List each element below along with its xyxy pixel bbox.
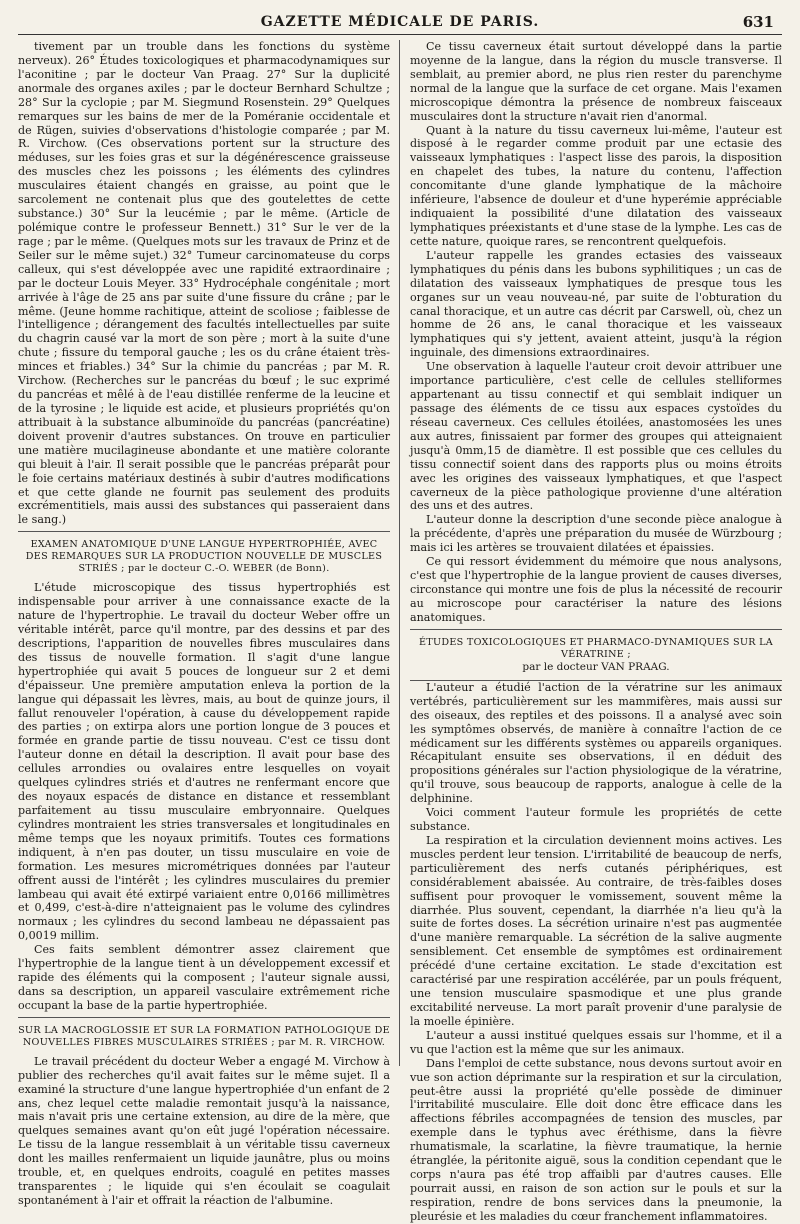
article-paragraph: La respiration et la circulation deviennent moins actives. Les muscles perdent leur tension. L'irritabilité de beaucoup de nerfs, particulièrement des nerfs cutanés périphériques, est considérablement abaissée. Au contraire, de très-faibles doses suffisent pour provoquer le vomissement, souvent même la diarrhée. Plus souvent, cependant, la diarrhée n'a lieu qu'à la suite de fortes doses. La sécrétion urinaire n'est pas augmentée d'une manière remarquable. La sécrétion de la salive augmente sensiblement. Cet ensemble de symptômes est ordinairement précédé d'une certaine excitation. Le stade d'excitation est caractérisé par une respiration accélérée, par un pouls fréquent, une tension musculaire spasmodique et une plus grande excitabilité nerveuse. La mort paraît provenir d'une paralysie de la moelle épinière. (410, 833, 782, 1028)
section-separator (410, 629, 782, 630)
article-paragraph: Une observation à laquelle l'auteur croit devoir attribuer une importance particulière, c'est celle de cellules stelliformes appartenant au tissu connectif et qui semblait indiquer un passage des éléments de ce tissu aux espaces cystoïdes du réseau caverneux. Ces cellules étoilées, anastomosées les unes aux autres, finissaient par former des groupes qui atteignaient jusqu'à 0mm,15 de diamètre. Il est possible que ces cellules du tissu connectif soient dans des rapports plus ou moins étroits avec les origines des vaisseaux lymphatiques, et que l'aspect caverneux de la pièce pathologique provienne d'une altération des uns et des autres. (410, 360, 782, 513)
section-heading: SUR LA MACROGLOSSIE ET SUR LA FORMATION PATHOLOGIQUE DE NOUVELLES FIBRES MUSCULAIRES STRIÉES ; par M. R. VIRCHOW. (18, 1024, 390, 1048)
section-separator (18, 531, 390, 532)
page-header (0, 0, 800, 36)
page-number: 631 (742, 13, 774, 31)
left-column (18, 40, 390, 1207)
article-paragraph: L'auteur donne la description d'une seconde pièce analogue à la précédente, d'après une préparation du musée de Würzbourg ; mais ici les artères se trouvaient dilatées et épaissies. (410, 513, 782, 555)
section-heading-author: par le docteur VAN PRAAG. (522, 660, 670, 673)
article-paragraph: Quant à la nature du tissu caverneux lui-même, l'auteur est disposé à le regarder comme produit par une ectasie des vaisseaux lymphatiques : l'aspect lisse des parois, la disposition en chapelet des tubes, la nature du contenu, l'affection concomitante d'une glande lymphatique de la mâchoire inférieure, l'absence de douleur et d'une hyperémie appréciable indiquaient la possibilité d'une dilatation des vaisseaux lymphatiques préexistants et d'une stase de la lymphe. Les cas de cette nature, quoique rares, se rencontrent quelquefois. (410, 123, 782, 248)
article-paragraph: Le travail précédent du docteur Weber a engagé M. Virchow à publier des recherches qu'il avait faites sur le même sujet. Il a examiné la structure d'une langue hypertrophiée d'un enfant de 2 ans, chez lequel cette maladie remontait jusqu'à la naissance, mais n'avait pris une certaine extension, au dire de la mère, que quelques semaines avant qu'on eût jugé l'opération nécessaire. Le tissu de la langue ressemblait à un véritable tissu caverneux dont les mailles renfermaient un liquide jaunâtre, plus ou moins trouble, et, en quelques endroits, coagulé en petites masses transparentes ; le liquide qui s'en écoulait se coagulait spontanément à l'air et offrait la réaction de l'albumine. (18, 1054, 390, 1207)
header-rule (18, 34, 782, 35)
article-paragraph: Dans l'emploi de cette substance, nous devons surtout avoir en vue son action déprimante sur la respiration et sur la circulation, peut-être aussi la propriété qu'elle possède de diminuer l'irritabilité musculaire. Elle doit donc être efficace dans les affections fébriles accompagnées de tension des muscles, par exemple dans le typhus avec éréthisme, dans la fièvre rhumatismale, la scarlatine, la fièvre traumatique, la hernie étranglée, la péritonite aiguë, sous la condition cependant que le corps n'aura pas été trop affaibli par d'autres causes. Elle pourrait aussi, en raison de son action sur le pouls et sur la respiration, rendre de bons services dans la pneumonie, la pleurésie et les maladies du cœur franchement inflammatoires. (410, 1056, 782, 1223)
article-paragraph: L'auteur rappelle les grandes ectasies des vaisseaux lymphatiques du pénis dans les bubons syphilitiques ; un cas de dilatation des vaisseaux lymphatiques de presque tous les organes sur un veau nouveau-né, par suite de l'obturation du canal thoracique, et un autre cas décrit par Carswell, où, chez un homme de 26 ans, le canal thoracique et les vaisseaux lymphatiques qui s'y jettent, avaient atteint, jusqu'à la région inguinale, des dimensions extraordinaires. (410, 248, 782, 360)
article-paragraph: L'étude microscopique des tissus hypertrophiés est indispensable pour arriver à une connaissance exacte de la nature de l'hypertrophie. Le travail du docteur Weber offre un véritable intérêt, parce qu'il montre, par des dessins et par des descriptions, l'apparition de nouvelles fibres musculaires dans des tissus de nouvelle formation. Il s'agit d'une langue hypertrophiée qui avait 5 pouces de longueur sur 2 et demi d'épaisseur. Une première amputation enleva la portion de la langue qui dépassait les lèvres, mais, au bout de quinze jours, il fallut renouveler l'opération, à cause du développement rapide des parties ; on extirpa alors une portion longue de 3 pouces et formée en grande partie de tissu nouveau. C'est ce tissu dont l'auteur donne en détail la description. Il avait pour base des cellules arrondies ou ovalaires entre lesquelles on voyait quelques cylindres striés et d'autres ne renfermant encore que des noyaux espacés de distance en distance et ressemblant parfaitement au tissu musculaire embryonnaire. Quelques cylindres montraient les stries transversales et longitudinales en même temps que les noyaux primitifs. Toutes ces formations indiquent, à n'en pas douter, un tissu musculaire en voie de formation. Les mesures micrométriques données par l'auteur offrent aussi de l'intérêt ; les cylindres musculaires du premier lambeau qui avait été extirpé variaient entre 0,0166 millimètres et 0,499, c'est-à-dire n'atteignaient pas le volume des cylindres normaux ; les cylindres du second lambeau ne dépassaient pas 0,0019 millim. (18, 581, 390, 943)
article-paragraph: L'auteur a étudié l'action de la vératrine sur les animaux vertébrés, particulièrement sur les mammifères, mais aussi sur des oiseaux, des reptiles et des poissons. Il a analysé avec soin les symptômes observés, de manière à connaître l'action de ce médicament sur les différents systèmes ou appareils organiques. Récapitulant ensuite ses observations, il en déduit des propositions générales sur l'action physiologique de la vératrine, qu'il trouve, sous beaucoup de rapports, analogue à celle de la delphinine. (410, 680, 782, 806)
article-paragraph: tivement par un trouble dans les fonctions du système nerveux). 26° Études toxicologiques et pharmacodynamiques sur l'aconitine ; par le docteur Van Praag. 27° Sur la duplicité anormale des organes axiles ; par le docteur Bernhard Schultze ; 28° Sur la cyclopie ; par M. Siegmund Rosenstein. 29° Quelques remarques sur les bains de mer de la Poméranie occidentale et de Rügen, suivies d'observations d'histologie comparée ; par M. R. Virchow. (Ces observations portent sur la structure des méduses, sur les foies gras et sur la dégénérescence graisseuse des muscles chez les poissons ; les éléments des cylindres musculaires étaient changés en graisse, au point que le sarcolement ne contenait plus que des goutelettes de cette substance.) 30° Sur la leucémie ; par le même. (Article de polémique contre le professeur Bennett.) 31° Sur le ver de la rage ; par le même. (Quelques mots sur les travaux de Prinz et de Seiler sur le même sujet.) 32° Tumeur carcinomateuse du corps calleux, qui s'est développée avec une rapidité extraordinaire ; par le docteur Louis Meyer. 33° Hydrocéphale congénitale ; mort arrivée à l'âge de 25 ans par suite d'une fissure du crâne ; par le même. (Jeune homme rachitique, atteint de scoliose ; faiblesse de l'intelligence ; dérangement des facultés intellectuelles par suite du chagrin causé var la mort de son père ; mort à la suite d'une chute ; fissure du temporal gauche ; les os du crâne étaient très-minces et friables.) 34° Sur la chimie du pancréas ; par M. R. Virchow. (Recherches sur le pancréas du bœuf ; le suc exprimé du pancréas et mêlé à de l'eau distillée renferme de la leucine et de la tyrosine ; le liquide est acide, et plusieurs propriétés qu'on attribuait à la substance albuminoïde du pancréas (pancréatine) doivent provenir d'autres substances. On trouve en particulier une matière mucilagineuse abondante et une matière colorante qui bleuit à l'air. Il serait possible que le pancréas préparât pour le foie certains matériaux destinés à subir d'autres modifications et que cette glande ne fournit pas seulement des produits excrémentitiels, mais aussi des substances qui passeraient dans le sang.) (18, 40, 390, 527)
section-heading: EXAMEN ANATOMIQUE D'UNE LANGUE HYPERTROPHIÉE, AVEC DES REMARQUES SUR LA PRODUCTION NOUVELLE DE MUSCLES STRIÉS ; par le docteur C.-O. WEBER (de Bonn). (25, 539, 383, 575)
column-divider (399, 40, 400, 1066)
section-heading-title: ÉTUDES TOXICOLOGIQUES ET PHARMACO-DYNAMIQUES SUR LA VÉRATRINE ; (418, 636, 774, 660)
right-column (410, 40, 782, 1223)
article-paragraph: Ce qui ressort évidemment du mémoire que nous analysons, c'est que l'hypertrophie de la langue provient de causes diverses, circonstance qui montre une fois de plus la nécessité de recourir au microscope pour caractériser la nature des lésions anatomiques. (410, 555, 782, 624)
running-title: GAZETTE MÉDICALE DE PARIS. (260, 14, 540, 30)
article-paragraph: Ces faits semblent démontrer assez clairement que l'hypertrophie de la langue tient à un développement excessif et rapide des éléments qui la composent ; l'auteur signale aussi, dans sa description, un appareil vasculaire extrêmement riche occupant la base de la partie hypertrophiée. (18, 943, 390, 1012)
section-heading (410, 637, 782, 674)
article-paragraph: Ce tissu caverneux était surtout développé dans la partie moyenne de la langue, dans la région du muscle transverse. Il semblait, au premier abord, ne plus rien rester du parenchyme normal de la langue que la surface de cet organe. Mais l'examen microscopique démontra la présence de nombreux faisceaux musculaires dont la structure n'avait rien d'anormal. (410, 40, 782, 123)
section-separator (18, 1017, 390, 1018)
article-paragraph: Voici comment l'auteur formule les propriétés de cette substance. (410, 806, 782, 834)
article-paragraph: L'auteur a aussi institué quelques essais sur l'homme, et il a vu que l'action est la même que sur les animaux. (410, 1028, 782, 1056)
